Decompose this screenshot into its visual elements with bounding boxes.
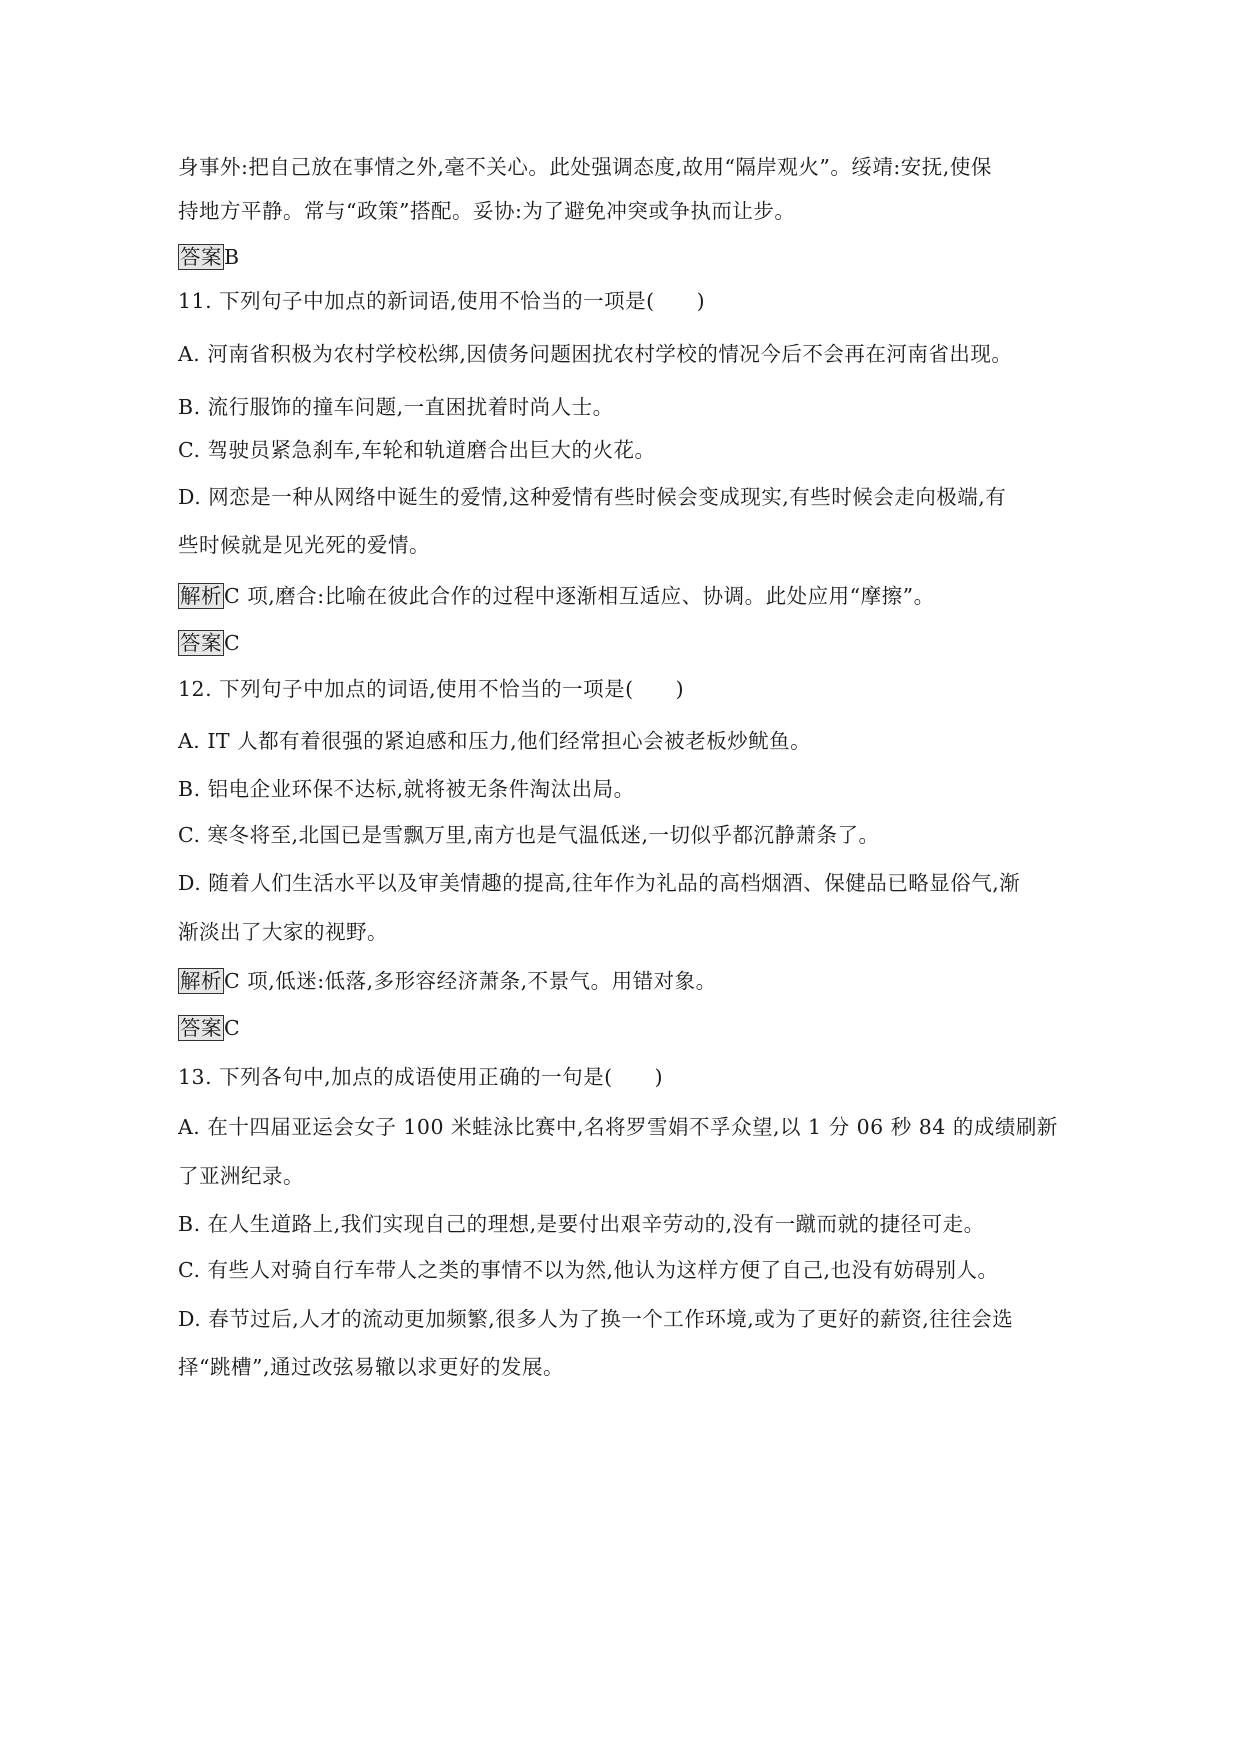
q11-option-d-line2: 些时候就是见光死的爱情。	[178, 533, 430, 557]
q11-option-d-line1: D. 网恋是一种从网络中诞生的爱情,这种爱情有些时候会变成现实,有些时候会走向极端,有	[178, 485, 1007, 509]
analysis-text: C 项,磨合:比喻在彼此合作的过程中逐渐相互适应、协调。此处应用“摩擦”。	[224, 584, 935, 608]
q11-answer	[178, 631, 240, 655]
q12-analysis	[178, 969, 717, 993]
answer-tag: 答案	[180, 631, 222, 655]
q12-option-d-line1: D. 随着人们生活水平以及审美情趣的提高,往年作为礼品的高档烟酒、保健品已略显俗气,渐	[178, 871, 1021, 895]
q11-option-b: B. 流行服饰的撞车问题,一直困扰着时尚人士。	[178, 395, 614, 419]
q13-option-a-line1: A. 在十四届亚运会女子 100 米蛙泳比赛中,名将罗雪娟不孚众望,以 1 分 06 秒 84 的成绩刷新	[178, 1115, 1058, 1139]
answer-tag: 答案	[180, 1016, 222, 1040]
q11-option-c: C. 驾驶员紧急刹车,车轮和轨道磨合出巨大的火花。	[178, 438, 656, 462]
q13-option-a-line2: 了亚洲纪录。	[178, 1164, 304, 1188]
answer-value: C	[224, 1016, 241, 1040]
q13-option-d-line2: 择“跳槽”,通过改弦易辙以求更好的发展。	[178, 1355, 564, 1379]
answer-tag: 答案	[180, 245, 222, 269]
q12-option-d-line2: 渐淡出了大家的视野。	[178, 920, 388, 944]
q13-option-d-line1: D. 春节过后,人才的流动更加频繁,很多人为了换一个工作环境,或为了更好的薪资,往往会选	[178, 1307, 1014, 1331]
q13-option-c: C. 有些人对骑自行车带人之类的事情不以为然,他认为这样方便了自己,也没有妨碍别人。	[178, 1258, 999, 1282]
q12-option-c: C. 寒冬将至,北国已是雪飘万里,南方也是气温低迷,一切似乎都沉静萧条了。	[178, 823, 880, 847]
q12-option-a: A. IT 人都有着很强的紧迫感和压力,他们经常担心会被老板炒鱿鱼。	[178, 729, 812, 753]
intro-line-1: 身事外:把自己放在事情之外,毫不关心。此处强调态度,故用“隔岸观火”。绥靖:安抚,使保	[178, 155, 992, 179]
intro-line-2: 持地方平静。常与“政策”搭配。妥协:为了避免冲突或争执而让步。	[178, 199, 796, 223]
intro-answer	[178, 245, 240, 269]
answer-value: B	[224, 245, 240, 269]
q11-option-a: A. 河南省积极为农村学校松绑,因债务问题困扰农村学校的情况今后不会再在河南省出现。	[178, 342, 1013, 366]
q11-stem: 11. 下列句子中加点的新词语,使用不恰当的一项是( )	[178, 289, 706, 313]
analysis-tag: 解析	[180, 584, 222, 608]
q12-stem: 12. 下列句子中加点的词语,使用不恰当的一项是( )	[178, 677, 685, 701]
q12-answer	[178, 1016, 240, 1040]
q11-analysis	[178, 584, 935, 608]
q13-stem: 13. 下列各句中,加点的成语使用正确的一句是( )	[178, 1065, 664, 1089]
answer-value: C	[224, 631, 241, 655]
analysis-text: C 项,低迷:低落,多形容经济萧条,不景气。用错对象。	[224, 969, 717, 993]
analysis-tag: 解析	[180, 969, 222, 993]
q13-option-b: B. 在人生道路上,我们实现自己的理想,是要付出艰辛劳动的,没有一蹴而就的捷径可走。	[178, 1212, 985, 1236]
q12-option-b: B. 铝电企业环保不达标,就将被无条件淘汰出局。	[178, 777, 635, 801]
